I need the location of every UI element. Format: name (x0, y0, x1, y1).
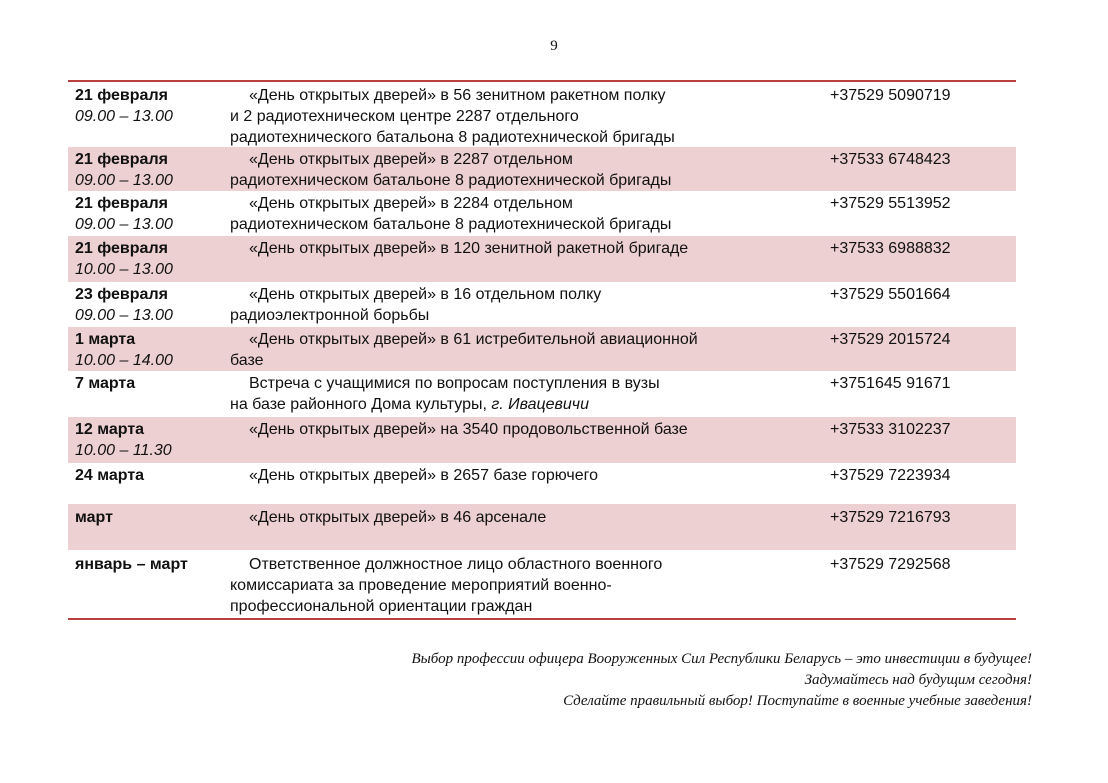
table-row (68, 463, 1016, 504)
description-line: радиотехническом батальоне 8 радиотехнической бригады (230, 216, 672, 233)
description-cell (228, 193, 828, 236)
table-row (68, 282, 1016, 327)
description-line: «День открытых дверей» в 56 зенитном ракетном полку (249, 87, 666, 104)
table-row (68, 417, 1016, 463)
phone-number: +37529 2015724 (830, 331, 951, 348)
date-cell (68, 284, 228, 327)
event-date: январь – март (75, 556, 188, 573)
description-line: Ответственное должностное лицо областного военного (249, 556, 663, 573)
event-time: 09.00 – 13.00 (75, 307, 173, 324)
table-row (68, 327, 1016, 371)
description-cell (228, 238, 828, 282)
event-date: 23 февраля (75, 286, 168, 303)
description-line: «День открытых дверей» в 120 зенитной ракетной бригаде (249, 240, 689, 257)
description-cell (228, 507, 828, 550)
description-line: «День открытых дверей» в 2284 отдельном (249, 195, 573, 212)
description-line: комиссариата за проведение мероприятий военно- (230, 577, 612, 594)
event-date: 7 марта (75, 375, 136, 392)
phone-number: +37533 6748423 (830, 151, 951, 168)
description-cell (228, 554, 828, 618)
event-time: 10.00 – 11.30 (75, 442, 172, 459)
event-date: 21 февраля (75, 195, 168, 212)
event-location: г. Ивацевичи (491, 396, 589, 413)
date-cell (68, 329, 228, 371)
description-line: «День открытых дверей» в 2287 отдельном (249, 151, 573, 168)
event-time: 09.00 – 13.00 (75, 216, 173, 233)
event-date: 21 февраля (75, 151, 168, 168)
footer-slogan (411, 649, 1032, 712)
event-time: 10.00 – 13.00 (75, 261, 173, 278)
event-time: 09.00 – 13.00 (75, 108, 173, 125)
description-cell (228, 419, 828, 463)
date-cell (68, 193, 228, 236)
event-date: март (75, 509, 113, 526)
phone-number: +37529 7292568 (830, 556, 951, 573)
description-cell (228, 465, 828, 504)
date-cell (68, 373, 228, 417)
description-cell (228, 85, 828, 147)
slogan-line: Сделайте правильный выбор! Поступайте в военные учебные заведения! (563, 693, 1032, 709)
date-cell (68, 507, 228, 550)
table-row (68, 504, 1016, 550)
description-line: «День открытых дверей» в 2657 базе горючего (249, 467, 598, 484)
events-table (68, 80, 1016, 620)
description-line: «День открытых дверей» в 61 истребительной авиационной (249, 331, 698, 348)
description-line: «День открытых дверей» в 46 арсенале (249, 509, 547, 526)
description-line: базе (230, 352, 264, 369)
phone-number: +37533 3102237 (830, 421, 951, 438)
phone-number: +3751645 91671 (830, 375, 951, 392)
date-cell (68, 554, 228, 618)
description-cell (228, 284, 828, 327)
table-row (68, 550, 1016, 618)
phone-number: +37529 5501664 (830, 286, 951, 303)
date-cell (68, 238, 228, 282)
description-cell (228, 329, 828, 371)
table-row (68, 371, 1016, 417)
date-cell (68, 419, 228, 463)
event-date: 21 февраля (75, 87, 168, 104)
event-time: 10.00 – 14.00 (75, 352, 173, 369)
description-line: радиотехнического батальона 8 радиотехнической бригады (230, 129, 675, 146)
description-line: радиотехническом батальоне 8 радиотехнической бригады (230, 172, 672, 189)
description-line: Встреча с учащимися по вопросам поступления в вузы (249, 375, 660, 392)
phone-number: +37533 6988832 (830, 240, 951, 257)
table-row (68, 191, 1016, 236)
page-number: 9 (550, 38, 558, 54)
slogan-line: Выбор профессии офицера Вооруженных Сил Республики Беларусь – это инвестиции в будущее! (411, 651, 1032, 667)
description-line: «День открытых дверей» в 16 отдельном полку (249, 286, 602, 303)
description-cell (228, 373, 828, 417)
description-line: радиоэлектронной борьбы (230, 307, 430, 324)
table-row (68, 236, 1016, 282)
date-cell (68, 149, 228, 191)
phone-number: +37529 7216793 (830, 509, 951, 526)
event-date: 12 марта (75, 421, 145, 438)
table-row (68, 147, 1016, 191)
date-cell (68, 465, 228, 504)
phone-number: +37529 7223934 (830, 467, 951, 484)
description-line: на базе районного Дома культуры, (230, 396, 492, 413)
slogan-line: Задумайтесь над будущим сегодня! (804, 672, 1032, 688)
phone-number: +37529 5090719 (830, 87, 951, 104)
phone-number: +37529 5513952 (830, 195, 951, 212)
description-cell (228, 149, 828, 191)
description-line: «День открытых дверей» на 3540 продовольственной базе (249, 421, 688, 438)
table-row (68, 82, 1016, 147)
event-time: 09.00 – 13.00 (75, 172, 173, 189)
event-date: 24 марта (75, 467, 145, 484)
date-cell (68, 85, 228, 147)
event-date: 1 марта (75, 331, 136, 348)
event-date: 21 февраля (75, 240, 168, 257)
description-line: профессиональной ориентации граждан (230, 598, 533, 615)
description-line: и 2 радиотехническом центре 2287 отдельного (230, 108, 579, 125)
